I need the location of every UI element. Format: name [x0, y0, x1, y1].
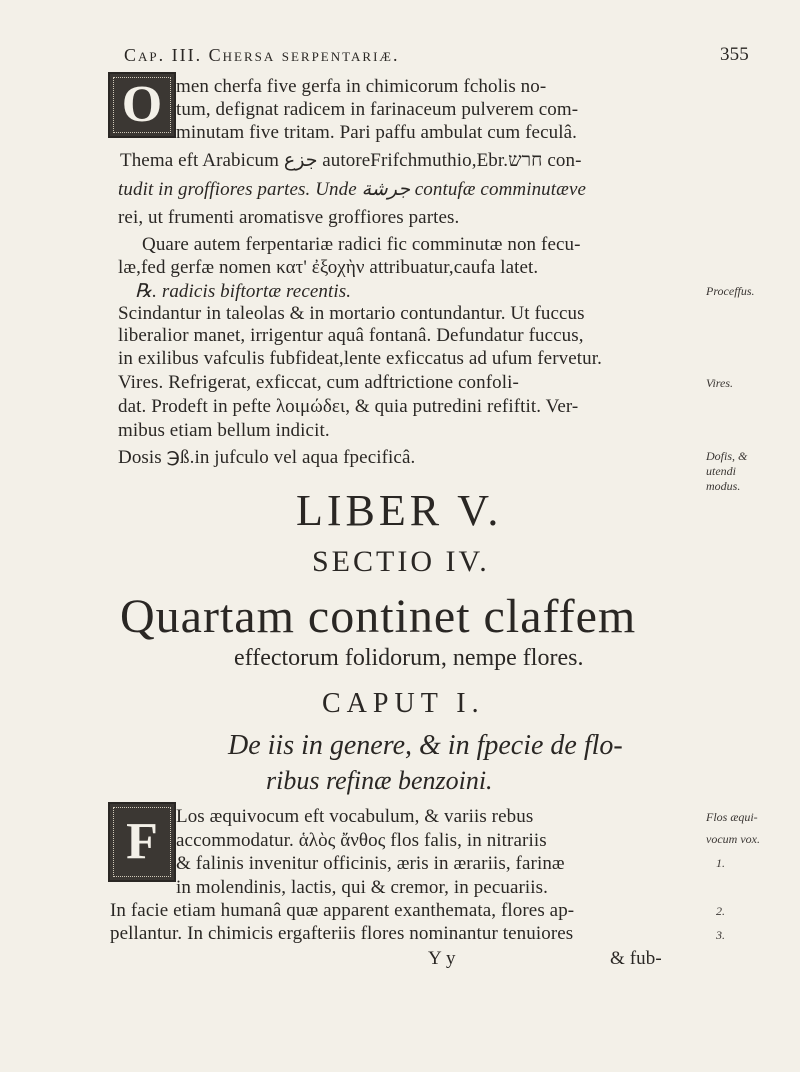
decorated-initial-f — [108, 802, 176, 882]
margin-note-flos: Flos æqui- — [706, 810, 758, 824]
recipe-line: ℞. radicis biftortæ recentis. — [135, 281, 352, 302]
margin-note-dosis: Dofis, & — [706, 449, 748, 463]
initial-letter: F — [126, 813, 158, 870]
liber-heading: LIBER V. — [296, 486, 503, 535]
chapter-title-main: Quartam continet claffem — [120, 590, 637, 643]
text-line: & falinis invenitur officinis, æris in ærariis, farinæ — [176, 853, 565, 874]
text-line: liberalior manet, irrigentur aquâ fontanâ. Defundatur fuccus, — [118, 325, 584, 346]
text-line: tum, defignat radicem in farinaceum pulverem com- — [176, 99, 579, 120]
margin-note-dosis: modus. — [706, 479, 741, 493]
catchword: & fub- — [610, 948, 662, 969]
page-number: 355 — [720, 44, 749, 65]
margin-note-processus: Proceffus. — [706, 284, 755, 298]
text-line: in exilibus vafculis fubfideat,lente exficcatus ad ufum fervetur. — [118, 348, 602, 369]
margin-note-flos: vocum vox. — [706, 832, 760, 846]
text-line: Scindantur in taleolas & in mortario contundantur. Ut fuccus — [118, 303, 585, 324]
caput-subtitle: De iis in genere, & in fpecie de flo- — [228, 730, 623, 761]
text-line: Dosis ℈ß.in jufculo vel aqua fpecificâ. — [118, 447, 416, 468]
text-line: mibus etiam bellum indicit. — [118, 420, 330, 441]
text-line: in molendinis, lactis, qui & cremor, in pecuariis. — [176, 877, 549, 898]
margin-note-number: 2. — [716, 904, 725, 918]
margin-note-number: 1. — [716, 856, 725, 870]
text-line: Los æquivocum eft vocabulum, & variis rebus — [176, 806, 534, 827]
text-line: dat. Prodeft in pefte λοιμώδει, & quia putredini refiftit. Ver- — [118, 396, 579, 417]
text-line: accommodatur. ἁλὸς ἄνθος flos falis, in nitrariis — [176, 830, 547, 851]
caput-heading: CAPUT I. — [322, 688, 485, 719]
initial-letter: O — [121, 76, 163, 133]
text-line: minutam five tritam. Pari paffu ambulat cum feculâ. — [176, 122, 577, 143]
text-line: men cherfa five gerfa in chimicorum fcholis no- — [176, 76, 547, 97]
text-line: læ,fed gerfæ nomen κατ' ἐξοχὴν attribuatur,caufa latet. — [118, 257, 539, 278]
margin-note-number: 3. — [716, 928, 725, 942]
running-head: Cap. III. Chersa serpentariæ. — [124, 45, 400, 65]
margin-note-vires: Vires. — [706, 376, 733, 390]
caput-subtitle: ribus refinæ benzoini. — [266, 766, 493, 795]
text-line: In facie etiam humanâ quæ apparent exanthemata, flores ap- — [110, 900, 575, 921]
sectio-heading: SECTIO IV. — [312, 545, 490, 578]
margin-note-dosis: utendi — [706, 464, 736, 478]
signature-mark: Y y — [428, 948, 456, 969]
text-line: Vires. Refrigerat, exficcat, cum adftrictione confoli- — [118, 372, 519, 393]
text-line: rei, ut frumenti aromatisve groffiores partes. — [118, 207, 460, 228]
text-line: tudit in groffiores partes. Unde جرشة contufæ comminutæve — [118, 179, 587, 200]
text-line: Thema eft Arabicum جزع autoreFrifchmuthio,Ebr.חרש con- — [120, 150, 582, 171]
chapter-title-sub: effectorum folidorum, nempe flores. — [234, 645, 584, 671]
text-line: Quare autem ferpentariæ radici fic comminutæ non fecu- — [142, 234, 581, 255]
decorated-initial-o — [108, 72, 176, 138]
text-line: pellantur. In chimicis ergafteriis flores nominantur tenuiores — [110, 923, 574, 944]
